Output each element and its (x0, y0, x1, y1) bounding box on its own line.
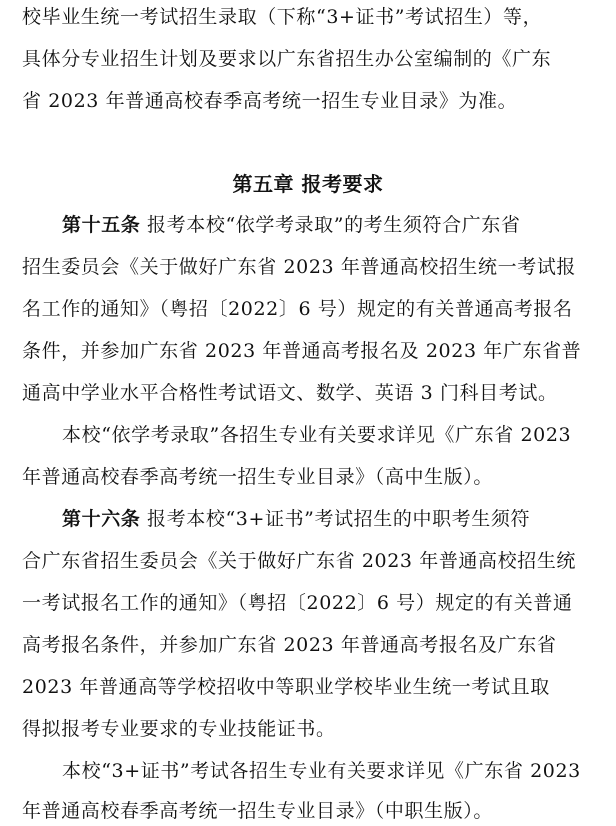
text-line: 省 2023 年普通高校春季高考统一招生专业目录》为准。 (22, 90, 518, 112)
article-16-first-line (62, 506, 530, 532)
text-line: 校毕业生统一考试招生录取（下称“3+证书”考试招生）等， (22, 6, 543, 28)
text-line: 条件，并参加广东省 2023 年普通高考报名及 2023 年广东省普 (22, 340, 582, 362)
text-line: 年普通高校春季高考统一招生专业目录》（中职生版）。 (22, 800, 494, 822)
text-line: 具体分专业招生计划及要求以广东省招生办公室编制的《广东 (22, 48, 552, 70)
article-15-text: 报考本校“依学考录取”的考生须符合广东省 (140, 214, 521, 236)
text-line: 高考报名条件，并参加广东省 2023 年普通高考报名及广东省 (22, 634, 557, 656)
article-16-text: 报考本校“3+证书”考试招生的中职考生须符 (140, 508, 531, 530)
chapter-heading: 第五章 报考要求 (232, 172, 384, 196)
paragraph-a-first-line: 本校“依学考录取”各招生专业有关要求详见《广东省 2023 (62, 424, 572, 446)
text-line: 通高中学业水平合格性考试语文、数学、英语 3 门科目考试。 (22, 382, 558, 404)
article-15-label: 第十五条 (62, 214, 141, 236)
text-line: 名工作的通知》（粤招〔2022〕6 号）规定的有关普通高考报名 (22, 298, 573, 320)
text-line: 2023 年普通高等学校招收中等职业学校毕业生统一考试且取 (22, 676, 550, 698)
article-15-first-line (62, 212, 520, 238)
text-line: 年普通高校春季高考统一招生专业目录》（高中生版）。 (22, 466, 494, 488)
text-line: 招生委员会《关于做好广东省 2023 年普通高校招生统一考试报 (22, 256, 577, 278)
article-16-label: 第十六条 (62, 508, 141, 530)
text-line: 合广东省招生委员会《关于做好广东省 2023 年普通高校招生统 (22, 550, 577, 572)
text-line: 一考试报名工作的通知》（粤招〔2022〕6 号）规定的有关普通 (22, 592, 573, 614)
paragraph-b-first-line: 本校“3+证书”考试各招生专业有关要求详见《广东省 2023 (62, 760, 581, 782)
text-line: 得拟报考专业要求的专业技能证书。 (22, 718, 336, 740)
